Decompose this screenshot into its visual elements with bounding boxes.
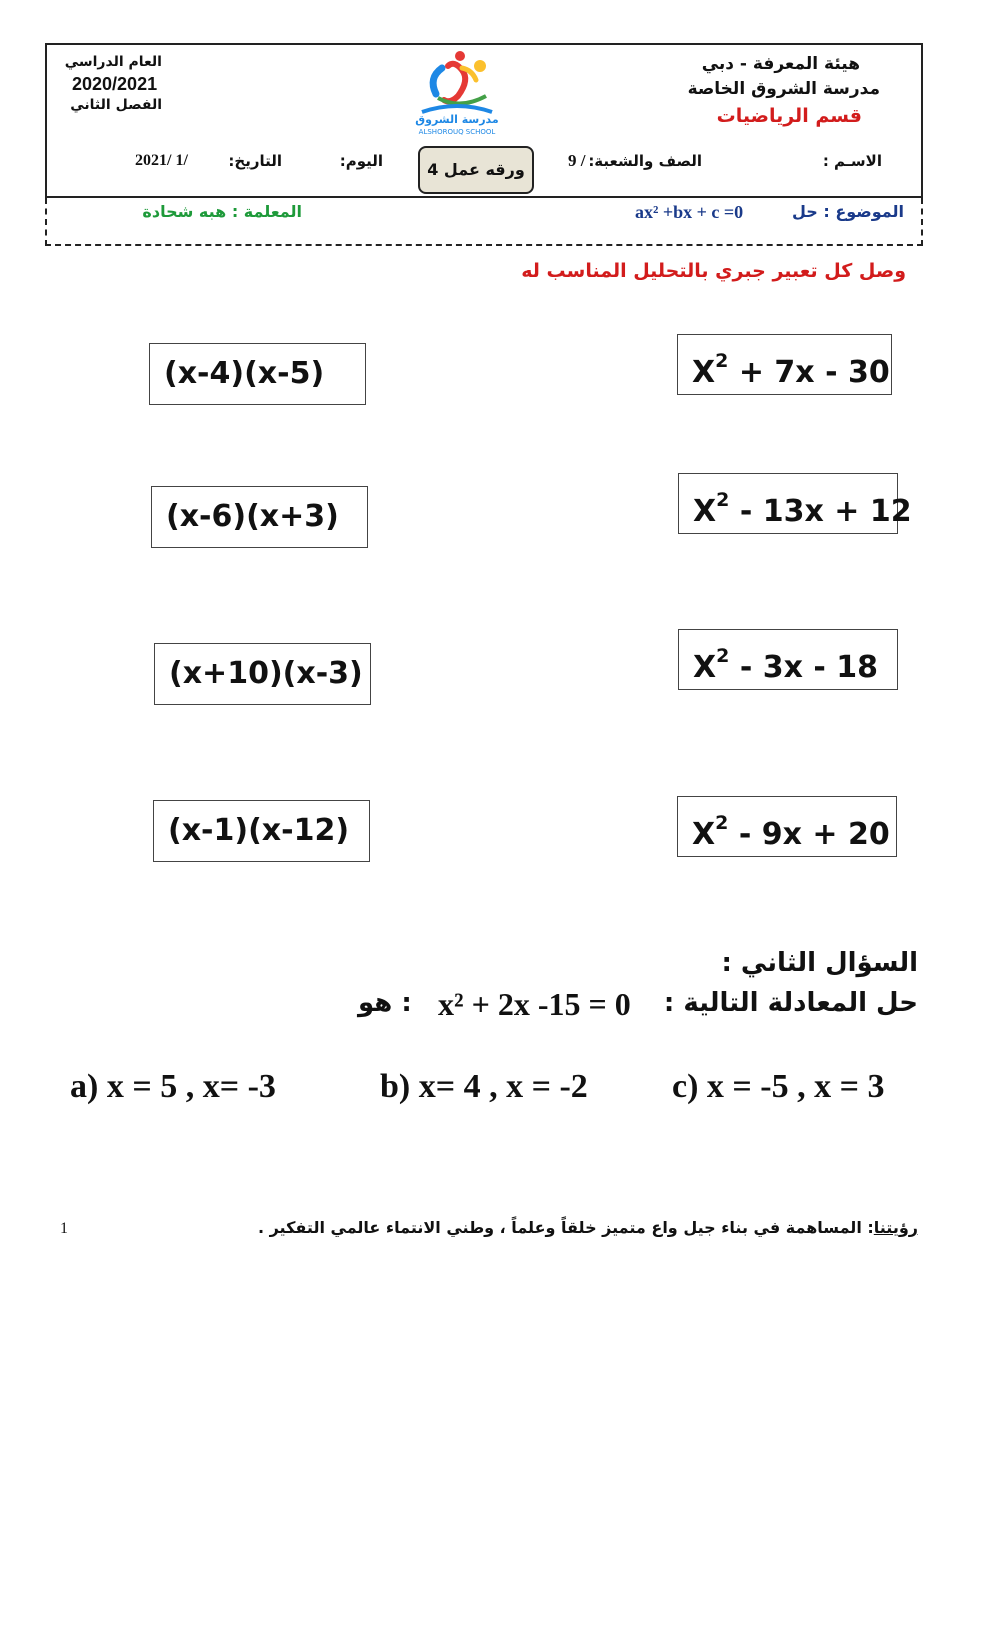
name-label: الاسـم :: [822, 152, 882, 170]
day-label: اليوم:: [339, 152, 383, 170]
logo-text-ar: مدرسة الشروق: [415, 113, 499, 126]
authority-name: هيئة المعرفة - دبي: [701, 54, 860, 74]
teacher-name: المعلمة : هبه شحادة: [142, 202, 302, 221]
worksheet-badge: ورقه عمل 4: [418, 146, 534, 194]
term-label: الفصل الثاني: [70, 97, 162, 113]
choice-a[interactable]: a) x = 5 , x= -3: [70, 1068, 276, 1105]
expression-box-2[interactable]: $X^2 - 13x + 12$: [678, 473, 898, 534]
academic-year: 2020/2021: [72, 74, 158, 94]
class-value: 9 /: [568, 151, 586, 170]
date-value: 2021/ 1/: [135, 152, 188, 169]
logo-text-en: ALSHOROUQ SCHOOL: [418, 128, 496, 136]
factor-box-3[interactable]: (x+10)(x-3): [154, 643, 371, 705]
subject-label: الموضوع : حل: [791, 202, 904, 221]
department-name: قسم الرياضيات: [716, 105, 862, 127]
factor-box-2[interactable]: (x-6)(x+3): [151, 486, 368, 548]
choice-b[interactable]: b) x= 4 , x = -2: [380, 1068, 588, 1105]
academic-year-label: العام الدراسي: [64, 54, 162, 70]
question2-title: السؤال الثاني :: [721, 948, 918, 978]
page-number: 1: [60, 1220, 68, 1237]
question2-prompt: حل المعادلة التالية :: [663, 988, 918, 1018]
factor-box-1[interactable]: (x-4)(x-5): [149, 343, 366, 405]
school-name: مدرسة الشروق الخاصة: [687, 79, 880, 99]
expression-box-3[interactable]: $X^2 - 3x - 18$: [678, 629, 898, 690]
choice-c[interactable]: c) x = -5 , x = 3: [672, 1068, 885, 1105]
vision-label: رؤيتنا: [873, 1218, 918, 1237]
question2-equation: x² + 2x -15 = 0: [438, 986, 631, 1022]
question1-instruction: وصل كل تعبير جبري بالتحليل المناسب له: [521, 260, 906, 282]
vision-text: : المساهمة في بناء جيل واع متميز خلقاً وعلماً ، وطني الانتماء عالمي التفكير .: [257, 1218, 874, 1237]
expression-box-4[interactable]: $X^2 - 9x + 20$: [677, 796, 897, 857]
factor-box-4[interactable]: (x-1)(x-12): [153, 800, 370, 862]
class-label: الصف والشعبة:: [588, 152, 702, 170]
question2-suffix: : هو: [358, 988, 412, 1018]
vision-statement: [258, 1218, 918, 1237]
expression-box-1[interactable]: $X^2 + 7x - 30$: [677, 334, 892, 395]
date-label: التاريخ:: [228, 152, 282, 170]
subject-formula: ax² +bx + c =0: [635, 202, 744, 222]
